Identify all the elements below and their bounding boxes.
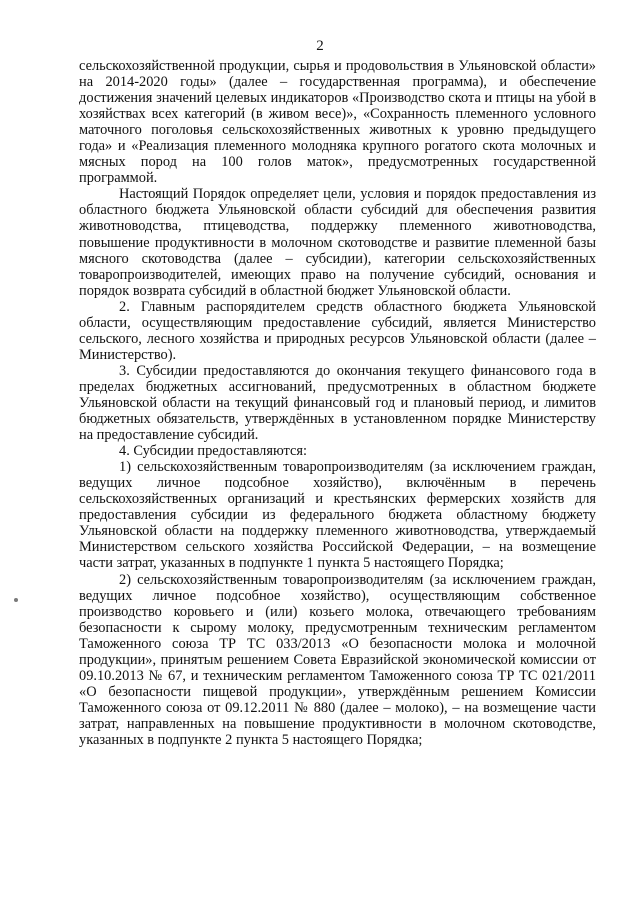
paragraph-item-4: 4. Субсидии предоставляются:	[119, 443, 308, 460]
scan-speck	[14, 598, 18, 602]
paragraph-scope: Настоящий Порядок определяет цели, условия и порядок предоставления из областного бюджета Ульяновской области субсидий для обеспечения развития животноводства, птицеводства, поддержку племенного животноводства, повышение продуктивности в молочном скотоводстве и развитие племенной базы мясного скотоводства (далее – субсидии), категории сельскохозяйственных товаропроизводителей, имеющих право на получение субсидий, основания и порядок возврата субсидий в областной бюджет Ульяновской области.	[79, 186, 596, 299]
paragraph-goal-continuation: сельскохозяйственной продукции, сырья и продовольствия в Ульяновской области» на 2014-2020 годы» (далее – государственная программа), и обеспечение достижения значений целевых индикаторов «Производство скота и птицы на убой в хозяйствах всех категорий (в живом весе)», «Сохранность племенного условного маточного поголовья сельскохозяйственных животных к уровню предыдущего года» и «Реализация племенного молодняка крупного рогатого скота молочных и мясных пород на 100 голов маток», предусмотренных государственной программой.	[79, 58, 596, 187]
paragraph-subitem-2: 2) сельскохозяйственным товаропроизводителям (за исключением граждан, ведущих личное подсобное хозяйство), осуществляющим собственное производство коровьего и (или) козьего молока, отвечающего требованиям безопасности к сырому молоку, предусмотренным техническим регламентом Таможенного союза ТР ТС 033/2013 «О безопасности молока и молочной продукции», принятым решением Совета Евразийской экономической комиссии от 09.10.2013 № 67, и техническим регламентом Таможенного союза ТР ТС 021/2011 «О безопасности пищевой продукции», утверждённым решением Комиссии Таможенного союза от 09.12.2011 № 880 (далее – молоко), – на возмещение части затрат, направленных на повышение продуктивности в молочном скотоводстве, указанных в подпункте 2 пункта 5 настоящего Порядка;	[79, 571, 596, 748]
paragraph-item-3: 3. Субсидии предоставляются до окончания текущего финансового года в пределах бюджетных ассигнований, предусмотренных в областном бюджете Ульяновской области на текущий финансовый год и плановый период, и лимитов бюджетных обязательств, утверждённых в установленном порядке Министерству на предоставление субсидий.	[79, 362, 596, 444]
paragraph-item-2: 2. Главным распорядителем средств областного бюджета Ульяновской области, осуществляющим предоставление субсидий, является Министерство сельского, лесного хозяйства и природных ресурсов Ульяновской области (далее – Министерство).	[79, 298, 596, 363]
paragraph-subitem-1: 1) сельскохозяйственным товаропроизводителям (за исключением граждан, ведущих личное подсобное хозяйство), включённым в перечень сельскохозяйственных организаций и крестьянских фермерских хозяйств для предоставления субсидии из федерального бюджета областному бюджету Ульяновской области на поддержку племенного животноводства, утверждаемый Министерством сельского хозяйства Российской Федерации, – на возмещение части затрат, указанных в подпункте 1 пункта 5 настоящего Порядка;	[79, 459, 596, 572]
document-body	[79, 58, 596, 748]
page-number: 2	[316, 38, 324, 54]
